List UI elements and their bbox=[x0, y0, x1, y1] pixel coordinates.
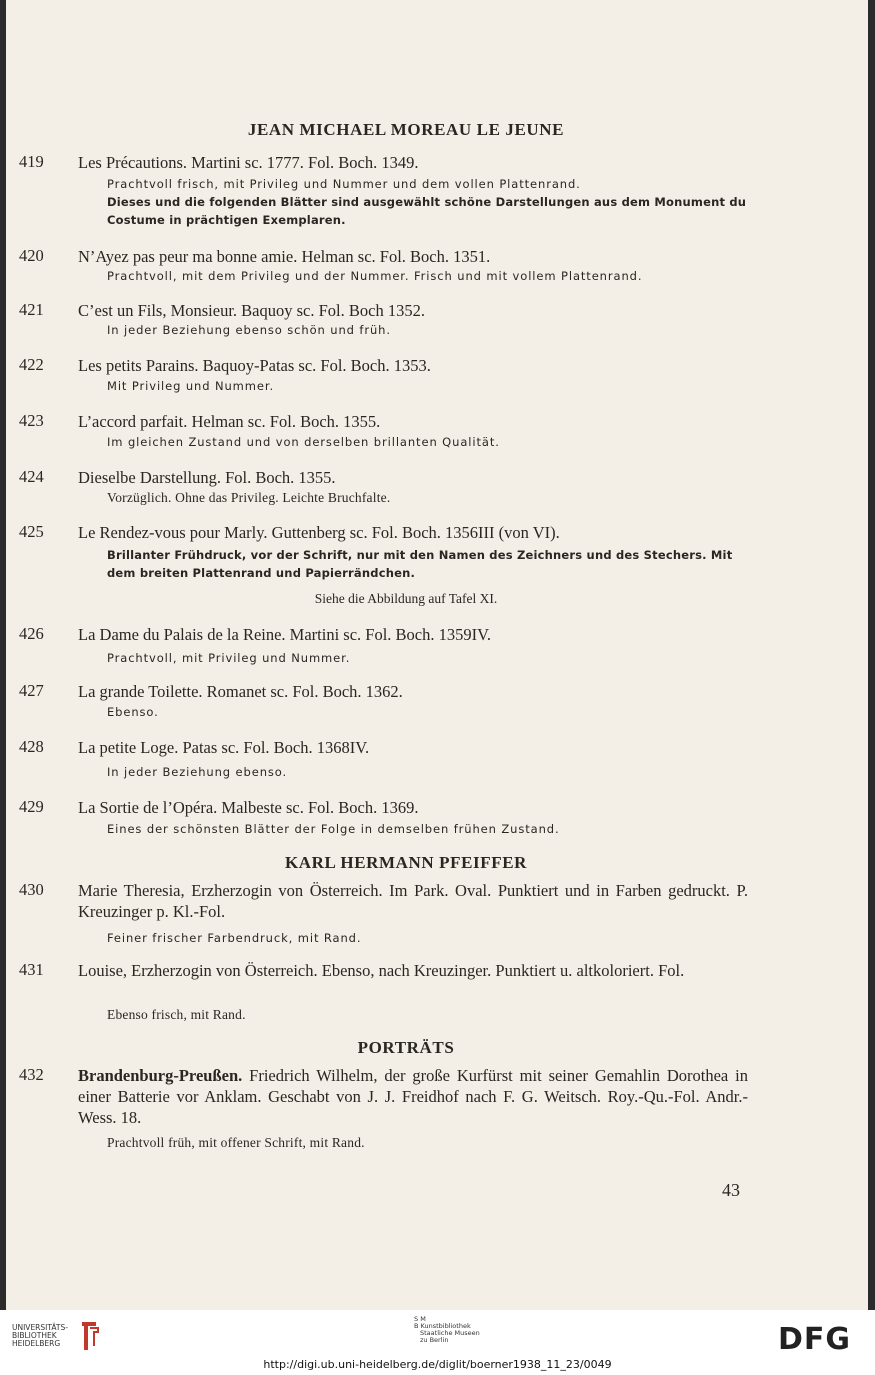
entry-number: 419 bbox=[19, 152, 44, 171]
entry-title: L’accord parfait. Helman sc. Fol. Boch. 1355. bbox=[78, 412, 381, 431]
library-line: BIBLIOTHEK bbox=[12, 1331, 57, 1340]
entry-title: Louise, Erzherzogin von Österreich. Ebenso, nach Kreuzinger. Punktiert u. altkoloriert. Fol. bbox=[78, 961, 685, 980]
entry-remark: Dieses und die folgenden Blätter sind ausgewählt schöne Darstellungen aus dem Monument du Costume in prächtigen Exemplaren. bbox=[107, 195, 747, 227]
library-name bbox=[12, 1324, 68, 1348]
entry-number: 429 bbox=[19, 797, 44, 816]
entry-number: 427 bbox=[19, 681, 44, 700]
entry-note: Im gleichen Zustand und von derselben brillanten Qualität. bbox=[107, 435, 500, 449]
entry-note: Prachtvoll frisch, mit Privileg und Nummer und dem vollen Plattenrand. bbox=[107, 177, 581, 191]
entry-number: 422 bbox=[19, 355, 44, 374]
entry-number: 426 bbox=[19, 624, 44, 643]
entry-note: In jeder Beziehung ebenso. bbox=[107, 765, 288, 779]
museum-line: B Kunstbibliothek bbox=[414, 1322, 471, 1330]
museum-line: zu Berlin bbox=[420, 1336, 449, 1344]
entry-number: 420 bbox=[19, 246, 44, 265]
library-line: HEIDELBERG bbox=[12, 1339, 61, 1348]
entry-title-bold: Brandenburg-Preußen. bbox=[78, 1066, 243, 1085]
entry-title: Les petits Parains. Baquoy-Patas sc. Fol. Boch. 1353. bbox=[78, 356, 431, 375]
plate-reference: Siehe die Abbildung auf Tafel XI. bbox=[314, 591, 498, 606]
entry-title: C’est un Fils, Monsieur. Baquoy sc. Fol. Boch 1352. bbox=[78, 301, 425, 320]
page-number: 43 bbox=[722, 1180, 740, 1200]
footer-bar bbox=[0, 1310, 875, 1375]
entry-title: Le Rendez-vous pour Marly. Guttenberg sc. Fol. Boch. 1356III (von VI). bbox=[78, 523, 560, 542]
entry-number: 430 bbox=[19, 880, 44, 899]
entry-number: 428 bbox=[19, 737, 44, 756]
library-logo-icon bbox=[76, 1318, 102, 1354]
entry-note: Ebenso frisch, mit Rand. bbox=[107, 1007, 246, 1022]
entry-note: Prachtvoll, mit dem Privileg und der Nummer. Frisch und mit vollem Plattenrand. bbox=[107, 269, 643, 283]
entry-number: 423 bbox=[19, 411, 44, 430]
entry-note: Prachtvoll früh, mit offener Schrift, mit Rand. bbox=[107, 1135, 365, 1150]
entry-number: 421 bbox=[19, 300, 44, 319]
entry-note: Ebenso. bbox=[107, 705, 159, 719]
entry-note: Feiner frischer Farbendruck, mit Rand. bbox=[107, 931, 362, 945]
entry-note: Prachtvoll, mit Privileg und Nummer. bbox=[107, 651, 351, 665]
museum-credit bbox=[414, 1316, 480, 1344]
entry-note: Mit Privileg und Nummer. bbox=[107, 379, 274, 393]
museum-line: Staatliche Museen bbox=[420, 1329, 480, 1337]
museum-line: S M bbox=[414, 1315, 426, 1323]
entry-title-rest: Friedrich Wilhelm, der große Kurfürst mit seiner Gemahlin Dorothea in einer Batterie vor Anklam. Geschabt von J. J. Freidhof nach F. G. Weitsch. Roy.-Qu.-Fol. Andr.-Wess. 18. bbox=[78, 1066, 748, 1127]
source-url[interactable]: http://digi.ub.uni-heidelberg.de/diglit/boerner1938_11_23/0049 bbox=[263, 1358, 612, 1371]
entry-title: La grande Toilette. Romanet sc. Fol. Boch. 1362. bbox=[78, 682, 403, 701]
section-heading-pfeiffer: KARL HERMANN PFEIFFER bbox=[284, 853, 528, 872]
entry-note: Eines der schönsten Blätter der Folge in demselben frühen Zustand. bbox=[107, 822, 560, 836]
entry-remark: Brillanter Frühdruck, vor der Schrift, nur mit den Namen des Zeichners und des Stechers. Mit dem breiten Plattenrand und Papierrändchen. bbox=[107, 548, 733, 580]
entry-title: N’Ayez pas peur ma bonne amie. Helman sc. Fol. Boch. 1351. bbox=[78, 247, 491, 266]
entry-title: Marie Theresia, Erzherzogin von Österreich. Im Park. Oval. Punktiert und in Farben gedruckt. P. Kreuzinger p. Kl.-Fol. bbox=[78, 881, 748, 921]
section-heading-moreau: JEAN MICHAEL MOREAU LE JEUNE bbox=[247, 120, 565, 139]
entry-title: La Sortie de l’Opéra. Malbeste sc. Fol. Boch. 1369. bbox=[78, 798, 419, 817]
entry-note: In jeder Beziehung ebenso schön und früh. bbox=[107, 323, 391, 337]
document-page bbox=[6, 0, 868, 1310]
entry-title bbox=[78, 1065, 748, 1128]
section-heading-portraits: PORTRÄTS bbox=[357, 1038, 455, 1057]
entry-title: Dieselbe Darstellung. Fol. Boch. 1355. bbox=[78, 468, 336, 487]
entry-number: 425 bbox=[19, 522, 44, 541]
entry-number: 431 bbox=[19, 960, 44, 979]
entry-title: La Dame du Palais de la Reine. Martini sc. Fol. Boch. 1359IV. bbox=[78, 625, 492, 644]
entry-number: 424 bbox=[19, 467, 44, 486]
entry-note: Vorzüglich. Ohne das Privileg. Leichte Bruchfalte. bbox=[107, 490, 391, 505]
entry-title: Les Précautions. Martini sc. 1777. Fol. Boch. 1349. bbox=[78, 153, 419, 172]
dfg-logo: DFG bbox=[778, 1322, 852, 1357]
entry-number: 432 bbox=[19, 1065, 44, 1084]
library-line: UNIVERSITÄTS- bbox=[12, 1323, 68, 1332]
entry-title: La petite Loge. Patas sc. Fol. Boch. 1368IV. bbox=[78, 738, 370, 757]
